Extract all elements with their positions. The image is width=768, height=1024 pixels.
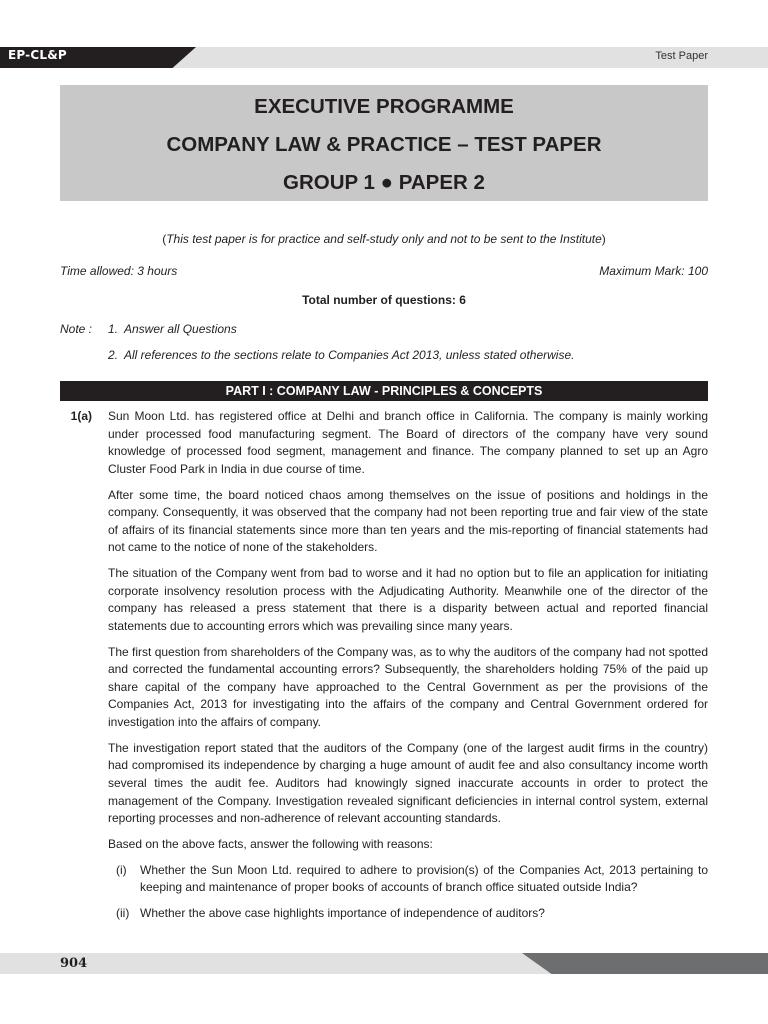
part-heading: PART I : COMPANY LAW - PRINCIPLES & CONCEPTS	[60, 381, 708, 401]
note-item-text: All references to the sections relate to Companies Act 2013, unless stated otherwise.	[124, 348, 575, 362]
question-paragraph: The first question from shareholders of the Company was, as to why the auditors of the company had not spotted and corrected the fundamental accounting errors? Subsequently, the shareholders holding 75% of the paid up share capital of the company have approached to the Central Government as per the provisions of the Companies Act, 2013 for investigating into the affairs of the company and Central Government ordered for investigation into the affairs of company.	[108, 644, 708, 730]
time-allowed: Time allowed: 3 hours	[60, 264, 178, 278]
subquestion-number: (ii)	[116, 906, 130, 921]
subquestion	[108, 905, 708, 923]
note-item-number: 1.	[108, 322, 119, 336]
total-questions: Total number of questions: 6	[302, 293, 466, 307]
question-body	[108, 408, 708, 931]
note-label: Note :	[60, 322, 93, 336]
header-right-label: Test Paper	[655, 50, 708, 62]
title-line-2: COMPANY LAW & PRACTICE – TEST PAPER	[166, 133, 602, 156]
disclaimer-text: This test paper is for practice and self-study only and not to be sent to the Institute	[166, 232, 602, 246]
subquestion-text: Whether the above case highlights importance of independence of auditors?	[140, 906, 545, 921]
question-paragraph: Based on the above facts, answer the following with reasons:	[108, 837, 433, 851]
title-line-3: GROUP 1 ● PAPER 2	[283, 171, 485, 194]
title-line-1: EXECUTIVE PROGRAMME	[254, 95, 514, 118]
subquestion	[108, 862, 708, 897]
disclaimer-open: (	[162, 232, 167, 246]
subquestion-text: Whether the Sun Moon Ltd. required to adhere to provision(s) of the Companies Act, 2013 pertaining to keeping and maintenance of proper books of accounts of branch office situated outside India?	[140, 862, 708, 895]
disclaimer	[0, 232, 768, 246]
disclaimer-close: )	[601, 232, 606, 246]
page-number: 904	[60, 956, 88, 971]
question-paragraph: After some time, the board noticed chaos among themselves on the issue of positions and holdings in the company. Consequently, it was observed that the company had not been reporting true and fair view of the state of affairs of its financial statements since more than ten years and the mis-reporting of financial statements had not came to the notice of none of the stakeholders.	[108, 487, 708, 555]
maximum-mark: Maximum Mark: 100	[599, 264, 708, 278]
note-item-text: Answer all Questions	[124, 322, 237, 336]
question-paragraph: Sun Moon Ltd. has registered office at Delhi and branch office in California. The company is mainly working under processed food manufacturing segment. The Board of directors of the company have very sound knowledge of processed food segment, management and finance. The company planned to set up an Agro Cluster Food Park in India in due course of time.	[108, 409, 708, 476]
note-item	[108, 348, 574, 362]
title-block	[60, 85, 708, 201]
question-label: 1(a)	[70, 409, 92, 423]
question-paragraph: The investigation report stated that the auditors of the Company (one of the largest audit firms in the country) had compromised its independence by charging a huge amount of audit fee and also consultancy income worth several times the audit fee. Auditors had knowingly signed inaccurate accounts in order to protect the management of the Company. Investigation revealed significant deficiencies in internal control system, external reporting processes and non-adherence of relevant accounting standards.	[108, 740, 708, 826]
header-tab-label: EP-CL&P	[8, 48, 67, 62]
note-item	[108, 322, 237, 336]
question-paragraph: The situation of the Company went from bad to worse and it had no option but to file an application for initiating corporate insolvency resolution process with the Adjudicating Authority. Meanwhile one of the director of the company has released a press statement that there is a disparity between actual and reported financial statements due to accounting errors which was prevailing since many years.	[108, 566, 708, 633]
footer-accent	[522, 953, 768, 974]
note-item-number: 2.	[108, 348, 119, 362]
subquestion-number: (i)	[116, 862, 127, 877]
